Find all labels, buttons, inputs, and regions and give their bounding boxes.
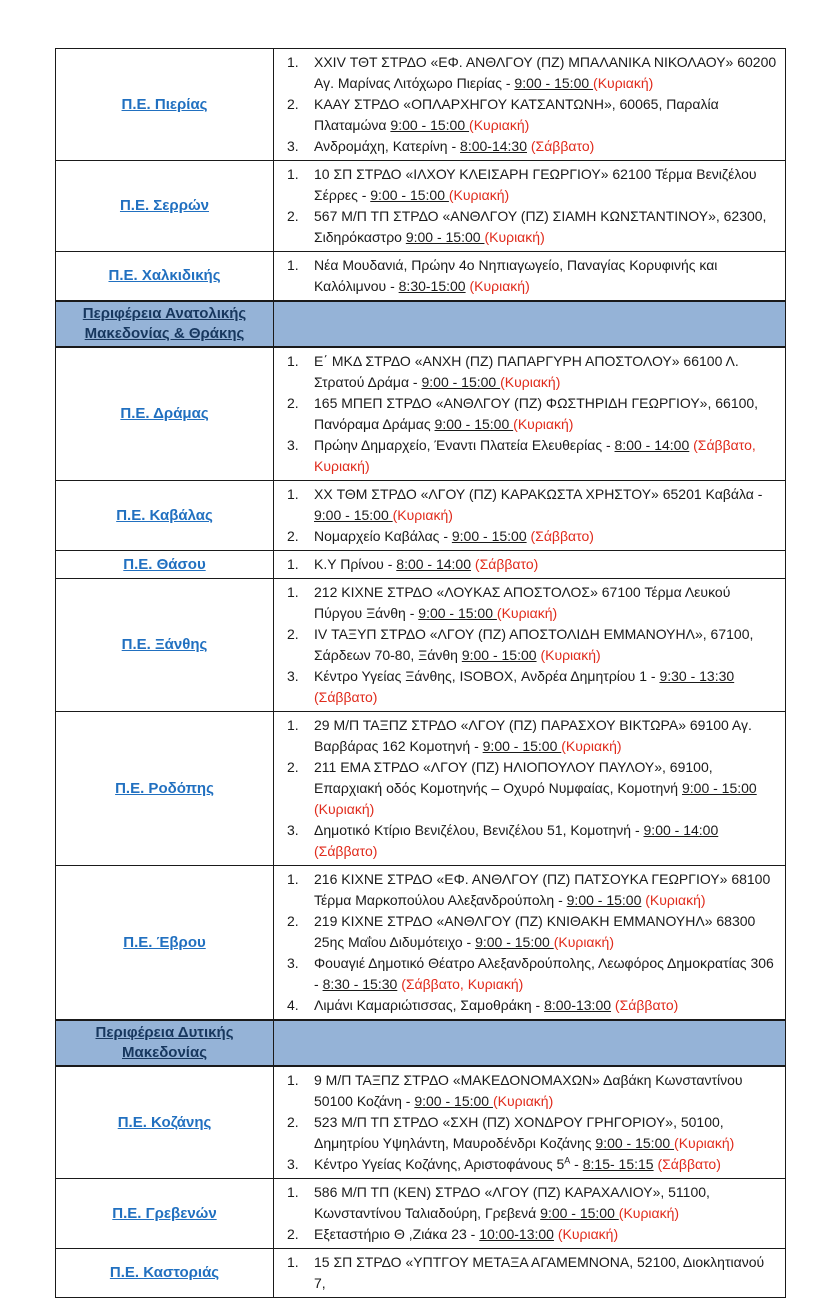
schedule-item <box>274 484 779 526</box>
day-label: (Κυριακή) <box>314 801 375 817</box>
hours-label: 10:00-13:00 <box>479 1226 554 1242</box>
site-text: 216 ΚΙΧΝΕ ΣΤΡΔΟ «ΕΦ. ΑΝΘΛΓΟΥ (ΠΖ) ΠΑΤΣΟΥΚΑ ΓΕΩΡΓΙΟΥ» 68100 Τέρμα Μαρκοπούλου Αλεξανδρούπολη - <box>314 871 771 908</box>
site-text: 29 Μ/Π ΤΑΞΠΖ ΣΤΡΔΟ «ΛΓΟΥ (ΠΖ) ΠΑΡΑΣΧΟΥ ΒΙΚΤΩΡΑ» 69100 Αγ. Βαρβάρας 162 Κομοτηνή - <box>314 717 752 754</box>
items-cell <box>274 252 786 302</box>
region-cell <box>56 49 274 161</box>
schedule-item <box>274 136 779 157</box>
table-row <box>56 866 786 1021</box>
region-link[interactable]: Π.Ε. Δράμας <box>120 405 209 422</box>
day-label: (Σάββατο) <box>314 689 378 705</box>
hours-label: 8:30 - 15:30 <box>322 976 398 992</box>
hours-label: 9:00 - 15:00 <box>461 647 537 663</box>
hours-label: 9:00 - 15:00 <box>414 1093 493 1109</box>
region-link[interactable]: Π.Ε. Θάσου <box>123 555 206 573</box>
schedule-item <box>274 995 779 1016</box>
day-label: (Κυριακή) <box>484 229 545 245</box>
items-cell <box>274 1066 786 1179</box>
day-label: (Κυριακή) <box>557 1226 619 1242</box>
table-row <box>56 1249 786 1298</box>
items-cell <box>274 49 786 161</box>
schedule-item <box>274 94 779 136</box>
schedule-item <box>274 255 779 297</box>
region-link[interactable]: Π.Ε. Πιερίας <box>121 95 208 113</box>
day-label: (Σάββατο, Κυριακή) <box>314 437 756 474</box>
schedule-item-list <box>274 255 779 297</box>
hours-label: 9:00 - 15:00 <box>482 738 562 754</box>
schedule-item <box>274 911 779 953</box>
items-cell <box>274 161 786 252</box>
table-row <box>56 579 786 712</box>
site-text: 10 ΣΠ ΣΤΡΔΟ «ΙΛΧΟΥ ΚΛΕΙΣΑΡΗ ΓΕΩΡΓΙΟΥ» 62100 Τέρμα Βενιζέλου Σέρρες - <box>314 166 757 203</box>
site-text: 211 ΕΜΑ ΣΤΡΔΟ «ΛΓΟΥ (ΠΖ) ΗΛΙΟΠΟΥΛΟΥ ΠΑΥΛΟΥ», 69100, Επαρχιακή οδός Κομοτηνής – Οχυρό Νυμφαίας, Κομοτηνή <box>314 759 713 796</box>
region-cell <box>56 252 274 302</box>
site-text: 15 ΣΠ ΣΤΡΔΟ «ΥΠΤΓΟΥ ΜΕΤΑΞΑ ΑΓΑΜΕΜΝΟΝΑ, 52100, Διοκλητιανού 7, <box>314 1254 765 1291</box>
day-label: (Κυριακή) <box>500 374 561 390</box>
schedule-item-list <box>274 1182 779 1245</box>
region-link[interactable]: Π.Ε. Έβρου <box>123 933 206 951</box>
schedule-item <box>274 554 779 575</box>
schedule-item-list <box>274 351 779 477</box>
schedule-item <box>274 820 779 862</box>
section-header-label: Περιφέρεια Ανατολικής Μακεδονίας & Θράκης <box>82 305 247 342</box>
day-label: (Κυριακή) <box>469 278 530 294</box>
site-text: XXIV ΤΘΤ ΣΤΡΔΟ «ΕΦ. ΑΝΘΛΓΟΥ (ΠΖ) ΜΠΑΛΑΝΙΚΑ ΝΙΚΟΛΑΟΥ» 60200 Αγ. Μαρίνας Λιτόχωρο Πιερίας - <box>314 54 777 91</box>
day-label: (Κυριακή) <box>674 1135 735 1151</box>
site-text: Φουαγιέ Δημοτικό Θέατρο Αλεξανδρούπολης, Λεωφόρος Δημοκρατίας 306 - <box>314 955 774 992</box>
site-text: Πρώην Δημαρχείο, Έναντι Πλατεία Ελευθερίας - <box>314 437 615 453</box>
hours-label: 9:00 - 15:00 <box>475 934 554 950</box>
table-row <box>56 161 786 252</box>
site-text: Α <box>564 1155 571 1166</box>
hours-label: 9:00 - 15:00 <box>434 416 514 432</box>
schedule-item <box>274 1252 779 1294</box>
site-text: IV ΤΑΞΥΠ ΣΤΡΔΟ «ΛΓΟΥ (ΠΖ) ΑΠΟΣΤΟΛΙΔΗ ΕΜΜΑΝΟΥΗΛ», 67100, Σάρδεων 70-80, Ξάνθη <box>314 626 754 663</box>
schedule-item-list <box>274 484 779 547</box>
day-label: (Σάββατο, Κυριακή) <box>401 976 524 992</box>
site-text: Δημοτικό Κτίριο Βενιζέλου, Βενιζέλου 51, Κομοτηνή - <box>314 822 644 838</box>
schedule-item-list <box>274 1070 779 1175</box>
day-label: (Σάββατο) <box>614 997 679 1013</box>
items-cell <box>274 712 786 866</box>
schedule-item <box>274 1154 779 1175</box>
region-cell <box>56 866 274 1021</box>
day-label: (Κυριακή) <box>593 75 654 91</box>
section-header-row <box>56 301 786 347</box>
schedule-item <box>274 953 779 995</box>
items-cell <box>274 347 786 481</box>
day-label: (Κυριακή) <box>540 647 601 663</box>
section-header-row <box>56 1020 786 1066</box>
site-text: 212 ΚΙΧΝΕ ΣΤΡΔΟ «ΛΟΥΚΑΣ ΑΠΟΣΤΟΛΟΣ» 67100 Τέρμα Λευκού Πύργου Ξάνθη - <box>314 584 731 621</box>
schedule-item <box>274 526 779 547</box>
hours-label: 9:30 - 13:30 <box>659 668 735 684</box>
schedule-item <box>274 435 779 477</box>
day-label: (Κυριακή) <box>553 934 614 950</box>
schedule-item <box>274 52 779 94</box>
day-label: (Σάββατο) <box>530 138 595 154</box>
region-link[interactable]: Π.Ε. Κοζάνης <box>117 1113 212 1131</box>
hours-label: 9:00 - 15:00 <box>405 229 485 245</box>
day-label: (Σάββατο) <box>530 528 594 544</box>
site-text: Ανδρομάχη, Κατερίνη - <box>314 138 461 154</box>
site-text: - <box>570 1156 583 1172</box>
schedule-item <box>274 869 779 911</box>
day-label: (Κυριακή) <box>492 1093 554 1109</box>
hours-label: 8:00 - 14:00 <box>614 437 690 453</box>
region-link[interactable]: Π.Ε. Ροδόπης <box>115 779 214 797</box>
site-text: XX ΤΘΜ ΣΤΡΔΟ «ΛΓΟΥ (ΠΖ) ΚΑΡΑΚΩΣΤΑ ΧΡΗΣΤΟΥ» 65201 Καβάλα - <box>314 486 763 502</box>
section-header-empty-cell <box>274 301 786 347</box>
schedule-item <box>274 164 779 206</box>
region-link[interactable]: Π.Ε. Γρεβενών <box>112 1204 217 1222</box>
region-cell <box>56 481 274 551</box>
schedule-item <box>274 393 779 435</box>
hours-label: 9:00 - 15:00 <box>418 605 497 621</box>
section-header-cell <box>56 301 274 347</box>
site-text: Νέα Μουδανιά, Πρώην 4ο Νηπιαγωγείο, Παναγίας Κορυφινής και Καλόλιμνου - <box>314 257 718 294</box>
schedule-item-list <box>274 869 779 1016</box>
site-text: ΚΑΑΥ ΣΤΡΔΟ «ΟΠΛΑΡΧΗΓΟΥ ΚΑΤΣΑΝΤΩΝΗ», 60065, Παραλία Πλαταμώνα <box>314 96 719 133</box>
day-label: (Σάββατο) <box>657 1156 721 1172</box>
day-label: (Κυριακή) <box>448 187 510 203</box>
hours-label: 9:00 - 15:00 <box>314 507 393 523</box>
schedule-item-list <box>274 1252 779 1294</box>
site-text: 586 Μ/Π ΤΠ (ΚΕΝ) ΣΤΡΔΟ «ΛΓΟΥ (ΠΖ) ΚΑΡΑΧΑΛΙΟΥ», 51100, Κωνσταντίνου Ταλιαδούρη, Γρεβενά <box>314 1184 710 1221</box>
schedule-item-list <box>274 52 779 157</box>
items-cell <box>274 866 786 1021</box>
section-header-cell <box>56 1020 274 1066</box>
region-cell <box>56 712 274 866</box>
schedule-item <box>274 351 779 393</box>
schedule-item-list <box>274 715 779 862</box>
schedule-item <box>274 206 779 248</box>
region-cell <box>56 551 274 579</box>
schedule-item-list <box>274 164 779 248</box>
hours-label: 8:15- 15:15 <box>582 1156 654 1172</box>
site-text: 523 Μ/Π ΤΠ ΣΤΡΔΟ «ΣΧΗ (ΠΖ) ΧΟΝΔΡΟΥ ΓΡΗΓΟΡΙΟΥ», 50100, Δημητρίου Υψηλάντη, Μαυροδένδρι Κοζάνης <box>314 1114 724 1151</box>
schedule-item <box>274 1182 779 1224</box>
region-cell <box>56 579 274 712</box>
hours-label: 9:00 - 15:00 <box>595 1135 675 1151</box>
schedule-item <box>274 582 779 624</box>
hours-label: 8:00-14:30 <box>460 138 527 154</box>
section-header-label: Περιφέρεια Δυτικής Μακεδονίας <box>95 1024 234 1061</box>
hours-label: 9:00 - 14:00 <box>643 822 719 838</box>
schedule-item-list <box>274 554 779 575</box>
day-label: (Κυριακή) <box>618 1205 680 1221</box>
table-row <box>56 551 786 579</box>
region-cell <box>56 1179 274 1249</box>
hours-label: 9:00 - 15:00 <box>540 1205 619 1221</box>
schedule-item <box>274 715 779 757</box>
items-cell <box>274 551 786 579</box>
region-cell <box>56 1249 274 1298</box>
table-row <box>56 481 786 551</box>
site-text: Κ.Υ Πρίνου - <box>314 556 397 572</box>
items-cell <box>274 1249 786 1298</box>
schedule-item <box>274 666 779 708</box>
region-cell <box>56 347 274 481</box>
region-link[interactable]: Π.Ε. Χαλκιδικής <box>108 267 221 284</box>
region-cell <box>56 1066 274 1179</box>
hours-label: 9:00 - 15:00 <box>451 528 527 544</box>
day-label: (Κυριακή) <box>561 738 622 754</box>
site-text: 567 Μ/Π ΤΠ ΣΤΡΔΟ «ΑΝΘΛΓΟΥ (ΠΖ) ΣΙΑΜΗ ΚΩΝΣΤΑΝΤΙΝΟΥ», 62300, Σιδηρόκαστρο <box>314 208 767 245</box>
region-cell <box>56 161 274 252</box>
site-text: 165 ΜΠΕΠ ΣΤΡΔΟ «ΑΝΘΛΓΟΥ (ΠΖ) ΦΩΣΤΗΡΙΔΗ ΓΕΩΡΓΙΟΥ», 66100, Πανόραμα Δράμας <box>314 395 759 432</box>
site-text: Κέντρο Υγείας Κοζάνης, Αριστοφάνους 5 <box>314 1156 565 1172</box>
site-text: 9 Μ/Π ΤΑΞΠΖ ΣΤΡΔΟ «ΜΑΚΕΔΟΝΟΜΑΧΩΝ» Δαβάκη Κωνσταντίνου 50100 Κοζάνη - <box>314 1072 743 1109</box>
table-row <box>56 712 786 866</box>
hours-label: 9:00 - 15:00 <box>514 75 594 91</box>
hours-label: 9:00 - 15:00 <box>421 374 501 390</box>
day-label: (Κυριακή) <box>513 416 574 432</box>
hours-label: 9:00 - 15:00 <box>681 780 757 796</box>
region-link[interactable]: Π.Ε. Καβάλας <box>116 506 213 524</box>
region-link[interactable]: Π.Ε. Ξάνθης <box>121 636 208 653</box>
schedule-item <box>274 757 779 820</box>
hours-label: 9:00 - 15:00 <box>370 187 449 203</box>
day-label: (Σάββατο) <box>314 843 378 859</box>
schedule-table <box>55 48 786 1298</box>
day-label: (Σάββατο) <box>474 556 539 572</box>
day-label: (Κυριακή) <box>392 507 453 523</box>
site-text: 219 ΚΙΧΝΕ ΣΤΡΔΟ «ΑΝΘΛΓΟΥ (ΠΖ) ΚΝΙΘΑΚΗ ΕΜΜΑΝΟΥΗΛ» 68300 25ης Μαΐου Διδυμότειχο - <box>314 913 756 950</box>
day-label: (Κυριακή) <box>496 605 558 621</box>
region-link[interactable]: Π.Ε. Καστοριάς <box>109 1264 220 1281</box>
table-row <box>56 1179 786 1249</box>
schedule-item <box>274 1070 779 1112</box>
region-link[interactable]: Π.Ε. Σερρών <box>119 197 210 214</box>
table-row <box>56 1066 786 1179</box>
table-row <box>56 252 786 302</box>
schedule-item <box>274 1112 779 1154</box>
section-header-empty-cell <box>274 1020 786 1066</box>
items-cell <box>274 579 786 712</box>
table-row <box>56 347 786 481</box>
hours-label: 9:00 - 15:00 <box>390 117 470 133</box>
schedule-item <box>274 1224 779 1245</box>
site-text: Εξεταστήριο Θ ,Ζιάκα 23 - <box>314 1226 480 1242</box>
day-label: (Κυριακή) <box>469 117 530 133</box>
items-cell <box>274 481 786 551</box>
day-label: (Κυριακή) <box>645 892 706 908</box>
site-text: Ε΄ ΜΚΔ ΣΤΡΔΟ «ΑΝΧΗ (ΠΖ) ΠΑΠΑΡΓΥΡΗ ΑΠΟΣΤΟΛΟΥ» 66100 Λ. Στρατού Δράμα - <box>314 353 739 390</box>
schedule-item <box>274 624 779 666</box>
table-row <box>56 49 786 161</box>
hours-label: 9:00 - 15:00 <box>566 892 642 908</box>
site-text: Κέντρο Υγείας Ξάνθης, ISOBOX, Ανδρέα Δημητρίου 1 - <box>314 668 660 684</box>
hours-label: 8:30-15:00 <box>398 278 466 294</box>
hours-label: 8:00-13:00 <box>544 997 612 1013</box>
schedule-item-list <box>274 582 779 708</box>
hours-label: 8:00 - 14:00 <box>396 556 472 572</box>
items-cell <box>274 1179 786 1249</box>
site-text: Λιμάνι Καμαριώτισσας, Σαμοθράκη - <box>314 997 545 1013</box>
site-text: Νομαρχείο Καβάλας - <box>314 528 452 544</box>
